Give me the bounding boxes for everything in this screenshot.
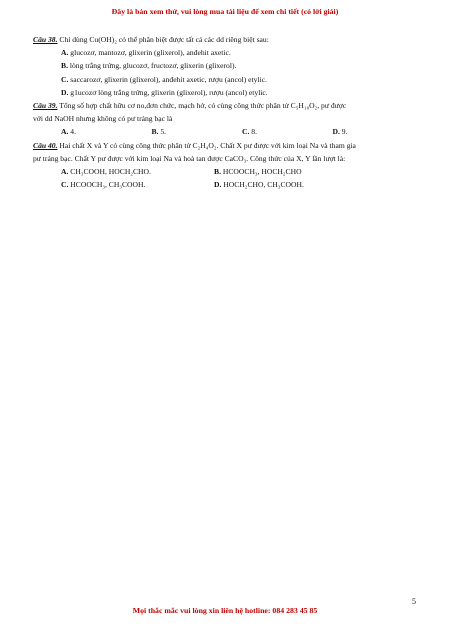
q38-option-c: C. saccarozơ, glixerin (glixerol), anđehit axetic, rượu (ancol) etylic. [61, 74, 267, 84]
q38-option-a: A. glucozơ, mantozơ, glixerin (glixerol), anđehit axetic. [61, 48, 231, 58]
q40-label: Câu 40. [33, 140, 58, 150]
q39-stem-line-2: với dd NaOH nhưng không có pư tráng bạc là [33, 114, 173, 124]
question-content [33, 33, 423, 191]
q40-stem [33, 139, 423, 152]
q40-option-a: A. CH₃COOH, HOCH₂CHO. [61, 167, 151, 177]
q39-option-c: C. 8. [242, 127, 257, 137]
q38-stem [33, 33, 423, 46]
q38-label: Câu 38. [33, 35, 58, 44]
q40-option-c: C. HCOOCH₃, CH₃COOH. [61, 180, 146, 190]
q40-option-b: B. HCOOCH₃, HOCH₂CHO [214, 167, 302, 177]
page-number: 5 [412, 597, 416, 606]
q39-option-d: D. 9. [332, 127, 348, 137]
q38-option-b: B. lòng trắng trứng, glucozơ, fructozơ, glixerin (glixerol). [61, 61, 237, 71]
preview-notice-header: Đây là bản xem thử, vui lòng mua tài liệu để xem chi tiết (có lời giải) [111, 7, 339, 16]
q39-option-b: B. 5. [151, 127, 167, 137]
q39-label: Câu 39. [33, 101, 58, 111]
q39-options [33, 125, 423, 138]
q39-stem [33, 99, 423, 112]
q40-option-d: D. HOCH₂CHO, CH₃COOH. [214, 180, 304, 190]
q39-stem-text-1: Tổng số hợp chất hữu cơ no,đơn chức, mạch hở, có cùng công thức phân tử C₅H₁₀O₂, pư được [57, 101, 347, 111]
q40-options-row-1 [33, 165, 423, 178]
q40-stem-text-1: Hai chất X và Y có cùng công thức phân tử C₂H₄O₂. Chất X pư được với kim loại Na và tham gia [57, 140, 356, 150]
q40-stem-line-2: pư tráng bạc. Chất Y pư được với kim loại Na và hoà tan được CaCO₃. Công thức của X, Y lần lượt là: [33, 153, 346, 163]
q40-options-row-2 [33, 178, 423, 191]
q39-option-a: A. 4. [61, 127, 76, 137]
hotline-footer: Mọi thắc mắc vui lòng xin liên hệ hotline: 084 283 45 85 [132, 606, 318, 615]
q38-option-d: D. g1ucozơ lòng trắng trứng, glixerin (glixerol), rượu (ancol) etylic. [61, 87, 268, 97]
q38-stem-text: Chỉ dùng Cu(OH)₂ có thể phân biệt được tất cả các dd riêng biệt sau: [57, 35, 269, 44]
